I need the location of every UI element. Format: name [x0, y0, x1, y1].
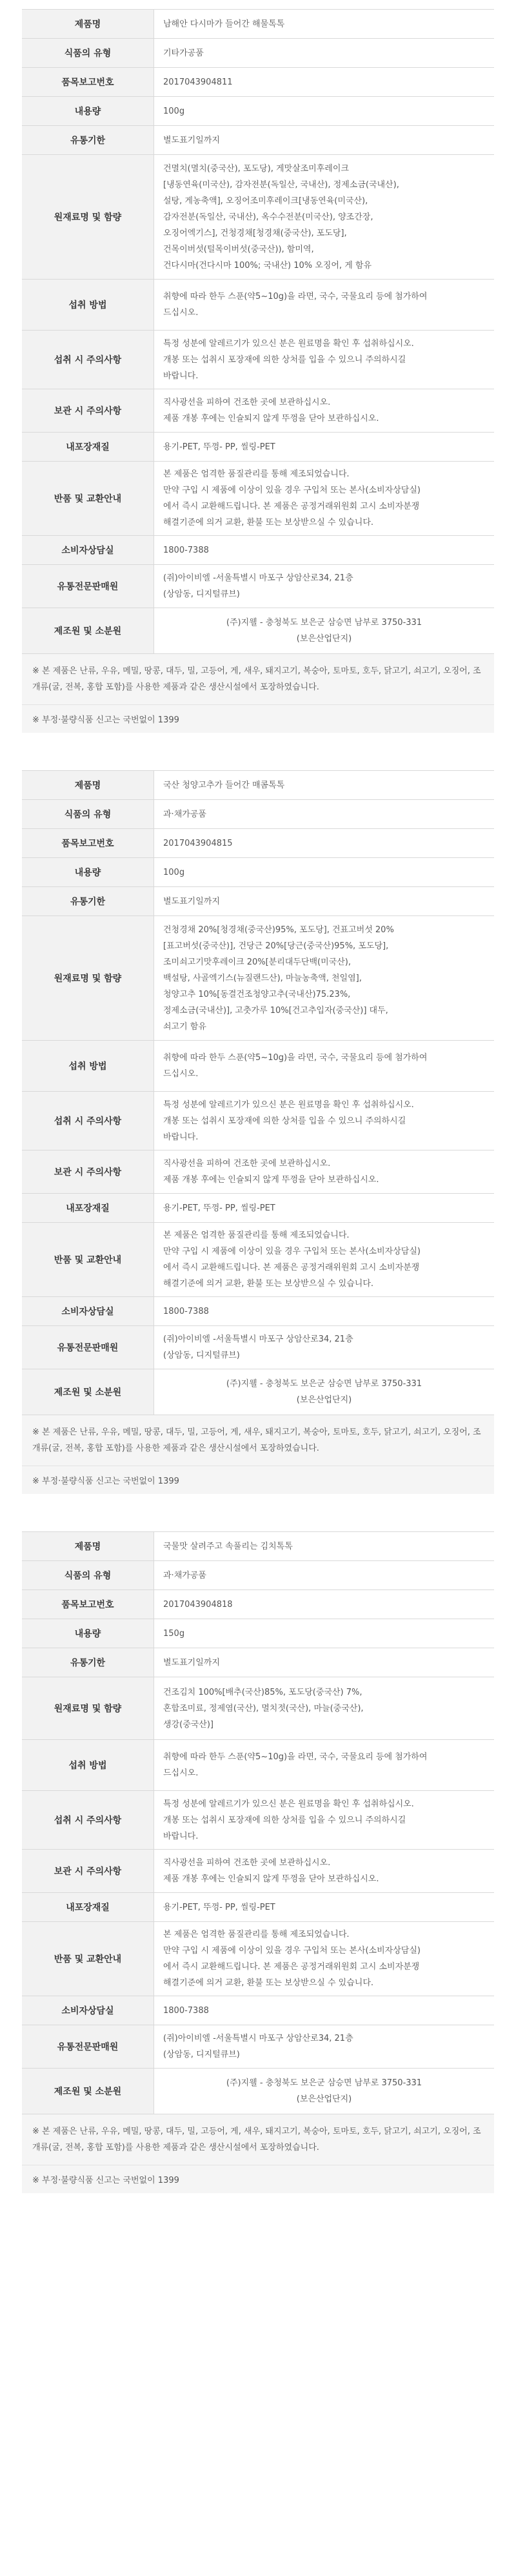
- label-storage: 보관 시 주의사항: [22, 1850, 154, 1892]
- label-report-no: 품목보고번호: [22, 68, 154, 96]
- value-storage: 직사광선을 피하여 건조한 곳에 보관하십시오. 제품 개봉 후에는 인슐퇴지 않게 뚜껑을 닫아 보관하십시오.: [163, 398, 379, 424]
- label-volume: 내용량: [22, 97, 154, 125]
- label-packaging: 내포장재질: [22, 1194, 154, 1222]
- row-usage: [22, 1041, 494, 1092]
- label-distributor: 유통전문판매원: [22, 2025, 154, 2068]
- row-report-no: [22, 829, 494, 858]
- value-ingredients: 건청경채 20%[청경채(중국산)95%, 포도당], 건표고버섯 20% [표고버섯(중국산)], 건당근 20%[당근(중국산)95%, 포도당], 조미쇠고기맛후레이크 20%[분리대두단백(미국산), 백설탕, 사골엑기스(뉴질랜드산), 마늘농축액, 천일염], 청양고추 10%[동결건조청양고추(국내산)75.23%, 정제소금(국내산)], 고춧가루 10%[건고추입자(중국산)] 대두, 쇠고기 함유: [163, 925, 394, 1032]
- value-manufacturer: (주)지웰 - 충청북도 보은군 삼승면 남부로 3750-331 (보은산업단지): [226, 618, 422, 644]
- value-ingredients: 건조김치 100%[배추(국산)85%, 포도당(중국산) 7%, 혼합조미료, 정제염(국산), 멸치젓(국산), 마늘(중국산), 생강(중국산)]: [163, 1687, 364, 1730]
- row-expiry: [22, 887, 494, 916]
- row-volume: [22, 1619, 494, 1648]
- value-consumer: 1800-7388: [163, 2005, 209, 2016]
- label-expiry: 유통기한: [22, 1648, 154, 1677]
- row-storage: [22, 389, 494, 433]
- row-storage: [22, 1850, 494, 1893]
- row-food-type: [22, 800, 494, 829]
- row-manufacturer: [22, 608, 494, 654]
- label-ingredients: 원재료명 및 함량: [22, 155, 154, 279]
- row-usage: [22, 1740, 494, 1791]
- value-food-type: 과·채가공품: [163, 1570, 206, 1580]
- value-usage: 취향에 따라 한두 스푼(약5~10g)을 라면, 국수, 국물요리 등에 첨가하여 드십시오.: [163, 1053, 428, 1079]
- label-return: 반품 및 교환안내: [22, 1223, 154, 1296]
- label-product-name: 제품명: [22, 10, 154, 38]
- row-packaging: [22, 1893, 494, 1922]
- value-food-type: 기타가공품: [163, 48, 204, 58]
- value-packaging: 용기-PET, 뚜껑- PP, 씰링-PET: [163, 1203, 275, 1213]
- row-ingredients: [22, 155, 494, 280]
- row-distributor: [22, 1326, 494, 1369]
- row-consumer: [22, 536, 494, 565]
- row-manufacturer: [22, 2069, 494, 2114]
- value-manufacturer: (주)지웰 - 충청북도 보은군 삼승면 남부로 3750-331 (보은산업단지): [226, 2078, 422, 2104]
- row-return: [22, 1223, 494, 1297]
- allergen-note: ※ 본 제품은 난류, 우유, 메밀, 땅콩, 대두, 밀, 고등어, 게, 새우, 돼지고기, 복숭아, 토마토, 호두, 닭고기, 쇠고기, 오징어, 조개류(굴, 전복, 홍합 포함)를 사용한 제품과 같은 생산시설에서 포장하였습니다.: [22, 654, 494, 705]
- value-expiry: 별도표기일까지: [163, 135, 220, 145]
- report-hotline-note: ※ 부정·불량식품 신고는 국번없이 1399: [22, 2165, 494, 2193]
- allergen-note: ※ 본 제품은 난류, 우유, 메밀, 땅콩, 대두, 밀, 고등어, 게, 새우, 돼지고기, 복숭아, 토마토, 호두, 닭고기, 쇠고기, 오징어, 조개류(굴, 전복, 홍합 포함)를 사용한 제품과 같은 생산시설에서 포장하였습니다.: [22, 1415, 494, 1466]
- value-product-name: 국산 청양고추가 들어간 매콤톡톡: [163, 780, 285, 790]
- row-caution: [22, 1791, 494, 1850]
- row-product-name: [22, 1532, 494, 1561]
- value-distributor: (쥐)아이비엘 -서울특별시 마포구 상암산로34, 21층 (상암동, 디지털큐브): [163, 2034, 353, 2060]
- label-caution: 섭취 시 주의사항: [22, 1092, 154, 1150]
- label-usage: 섭취 방법: [22, 1041, 154, 1091]
- label-return: 반품 및 교환안내: [22, 1922, 154, 1996]
- label-consumer: 소비자상담실: [22, 1297, 154, 1325]
- value-consumer: 1800-7388: [163, 545, 209, 555]
- label-manufacturer: 제조원 및 소분원: [22, 2069, 154, 2114]
- value-distributor: (쥐)아이비엘 -서울특별시 마포구 상암산로34, 21층 (상암동, 디지털큐브): [163, 1334, 353, 1360]
- label-packaging: 내포장재질: [22, 433, 154, 461]
- value-report-no: 2017043904811: [163, 77, 233, 87]
- row-packaging: [22, 433, 494, 462]
- row-food-type: [22, 39, 494, 68]
- label-volume: 내용량: [22, 858, 154, 886]
- value-report-no: 2017043904818: [163, 1599, 233, 1610]
- row-return: [22, 462, 494, 536]
- label-manufacturer: 제조원 및 소분원: [22, 1369, 154, 1415]
- value-volume: 150g: [163, 1628, 185, 1639]
- product-info-table-2: [22, 770, 494, 1415]
- row-packaging: [22, 1194, 494, 1223]
- allergen-note: ※ 본 제품은 난류, 우유, 메밀, 땅콩, 대두, 밀, 고등어, 게, 새우, 돼지고기, 복숭아, 토마토, 호두, 닭고기, 쇠고기, 오징어, 조개류(굴, 전복, 홍합 포함)를 사용한 제품과 같은 생산시설에서 포장하였습니다.: [22, 2114, 494, 2165]
- label-consumer: 소비자상담실: [22, 1996, 154, 2025]
- label-storage: 보관 시 주의사항: [22, 1150, 154, 1193]
- label-distributor: 유통전문판매원: [22, 565, 154, 608]
- row-distributor: [22, 2025, 494, 2069]
- report-hotline-note: ※ 부정·불량식품 신고는 국번없이 1399: [22, 1466, 494, 1494]
- row-usage: [22, 280, 494, 331]
- row-manufacturer: [22, 1369, 494, 1415]
- row-caution: [22, 331, 494, 389]
- label-volume: 내용량: [22, 1619, 154, 1648]
- label-product-name: 제품명: [22, 771, 154, 799]
- value-return: 본 제품은 엄격한 품질관리를 통해 제조되었습니다. 만약 구입 시 제품에 이상이 있을 경우 구입처 또는 본사(소비자상담실) 에서 즉시 교환해드립니다. 본 제품은 공정거래위원회 고시 소비자분쟁 해결기준에 의거 교환, 환불 또는 보상받으실 수 있습니다.: [163, 1930, 421, 1988]
- label-food-type: 식품의 유형: [22, 800, 154, 828]
- row-volume: [22, 97, 494, 126]
- row-storage: [22, 1150, 494, 1194]
- label-ingredients: 원재료명 및 함량: [22, 1677, 154, 1739]
- value-consumer: 1800-7388: [163, 1306, 209, 1316]
- row-food-type: [22, 1561, 494, 1590]
- value-manufacturer: (주)지웰 - 충청북도 보은군 삼승면 남부로 3750-331 (보은산업단지): [226, 1379, 422, 1405]
- row-ingredients: [22, 916, 494, 1041]
- row-return: [22, 1922, 494, 1996]
- value-packaging: 용기-PET, 뚜껑- PP, 씰링-PET: [163, 1902, 275, 1912]
- value-usage: 취향에 따라 한두 스푼(약5~10g)을 라면, 국수, 국물요리 등에 첨가하여 드십시오.: [163, 1752, 428, 1778]
- value-caution: 특정 성분에 알레르기가 있으신 분은 원료명을 확인 후 섭취하십시오. 개봉 또는 섭취시 포장재에 의한 상처를 입을 수 있으니 주의하시길 바랍니다.: [163, 1099, 414, 1142]
- label-distributor: 유통전문판매원: [22, 1326, 154, 1369]
- row-product-name: [22, 10, 494, 39]
- label-manufacturer: 제조원 및 소분원: [22, 608, 154, 653]
- value-usage: 취향에 따라 한두 스푼(약5~10g)을 라면, 국수, 국물요리 등에 첨가하여 드십시오.: [163, 292, 428, 318]
- value-return: 본 제품은 엄격한 품질관리를 통해 제조되었습니다. 만약 구입 시 제품에 이상이 있을 경우 구입처 또는 본사(소비자상담실) 에서 즉시 교환해드립니다. 본 제품은 공정거래위원회 고시 소비자분쟁 해결기준에 의거 교환, 환불 또는 보상받으실 수 있습니다.: [163, 469, 421, 527]
- label-usage: 섭취 방법: [22, 280, 154, 330]
- row-expiry: [22, 126, 494, 155]
- row-report-no: [22, 68, 494, 97]
- value-storage: 직사광선을 피하여 건조한 곳에 보관하십시오. 제품 개봉 후에는 인슐퇴지 않게 뚜껑을 닫아 보관하십시오.: [163, 1858, 379, 1884]
- label-return: 반품 및 교환안내: [22, 462, 154, 535]
- value-volume: 100g: [163, 867, 185, 877]
- value-storage: 직사광선을 피하여 건조한 곳에 보관하십시오. 제품 개봉 후에는 인슐퇴지 않게 뚜껑을 닫아 보관하십시오.: [163, 1159, 379, 1185]
- row-distributor: [22, 565, 494, 608]
- value-food-type: 과·채가공품: [163, 809, 206, 819]
- label-report-no: 품목보고번호: [22, 829, 154, 857]
- value-ingredients: 건멸치(멸치(중국산), 포도당), 게맛살조미후레이크 [냉동연육(미국산), 감자전분(독일산, 국내산), 정제소금(국내산), 설탕, 게농축액], 오징어조미후레이크[냉동연육(미국산), 감자전분(독일산, 국내산), 옥수수전분(미국산), 양조간장, 오징어엑기스], 건청경채[청경채(중국산), 포도당], 건목이버섯(털목이버섯(중국산)), 함미역, 건다시마(건다시마 100%; 국내산) 10% 오징어, 게 함유: [163, 163, 399, 271]
- value-distributor: (쥐)아이비엘 -서울특별시 마포구 상암산로34, 21층 (상암동, 디지털큐브): [163, 573, 353, 599]
- value-caution: 특정 성분에 알레르기가 있으신 분은 원료명을 확인 후 섭취하십시오. 개봉 또는 섭취시 포장재에 의한 상처를 입을 수 있으니 주의하시길 바랍니다.: [163, 338, 414, 381]
- product-info-page: [0, 9, 516, 2193]
- label-report-no: 품목보고번호: [22, 1590, 154, 1619]
- row-volume: [22, 858, 494, 887]
- value-volume: 100g: [163, 106, 185, 116]
- value-product-name: 남해안 다시마가 들어간 해물톡톡: [163, 19, 285, 29]
- value-return: 본 제품은 엄격한 품질관리를 통해 제조되었습니다. 만약 구입 시 제품에 이상이 있을 경우 구입처 또는 본사(소비자상담실) 에서 즉시 교환해드립니다. 본 제품은 공정거래위원회 고시 소비자분쟁 해결기준에 의거 교환, 환불 또는 보상받으실 수 있습니다.: [163, 1231, 421, 1289]
- label-product-name: 제품명: [22, 1532, 154, 1560]
- label-expiry: 유통기한: [22, 887, 154, 915]
- row-ingredients: [22, 1677, 494, 1740]
- label-food-type: 식품의 유형: [22, 39, 154, 67]
- value-expiry: 별도표기일까지: [163, 896, 220, 906]
- label-ingredients: 원재료명 및 함량: [22, 916, 154, 1040]
- label-storage: 보관 시 주의사항: [22, 389, 154, 432]
- label-packaging: 내포장재질: [22, 1893, 154, 1921]
- label-consumer: 소비자상담실: [22, 536, 154, 564]
- label-expiry: 유통기한: [22, 126, 154, 154]
- label-usage: 섭취 방법: [22, 1740, 154, 1790]
- row-product-name: [22, 771, 494, 800]
- value-expiry: 별도표기일까지: [163, 1657, 220, 1668]
- row-caution: [22, 1092, 494, 1150]
- row-consumer: [22, 1297, 494, 1326]
- row-consumer: [22, 1996, 494, 2025]
- value-product-name: 국물맛 살려주고 속풀리는 김치톡톡: [163, 1541, 293, 1551]
- row-report-no: [22, 1590, 494, 1619]
- report-hotline-note: ※ 부정·불량식품 신고는 국번없이 1399: [22, 705, 494, 733]
- product-info-table-1: [22, 9, 494, 654]
- value-caution: 특정 성분에 알레르기가 있으신 분은 원료명을 확인 후 섭취하십시오. 개봉 또는 섭취시 포장재에 의한 상처를 입을 수 있으니 주의하시길 바랍니다.: [163, 1799, 414, 1841]
- label-caution: 섭취 시 주의사항: [22, 331, 154, 389]
- row-expiry: [22, 1648, 494, 1677]
- label-caution: 섭취 시 주의사항: [22, 1791, 154, 1849]
- value-packaging: 용기-PET, 뚜껑- PP, 씰링-PET: [163, 442, 275, 452]
- label-food-type: 식품의 유형: [22, 1561, 154, 1590]
- product-info-table-3: [22, 1531, 494, 2114]
- value-report-no: 2017043904815: [163, 838, 233, 848]
